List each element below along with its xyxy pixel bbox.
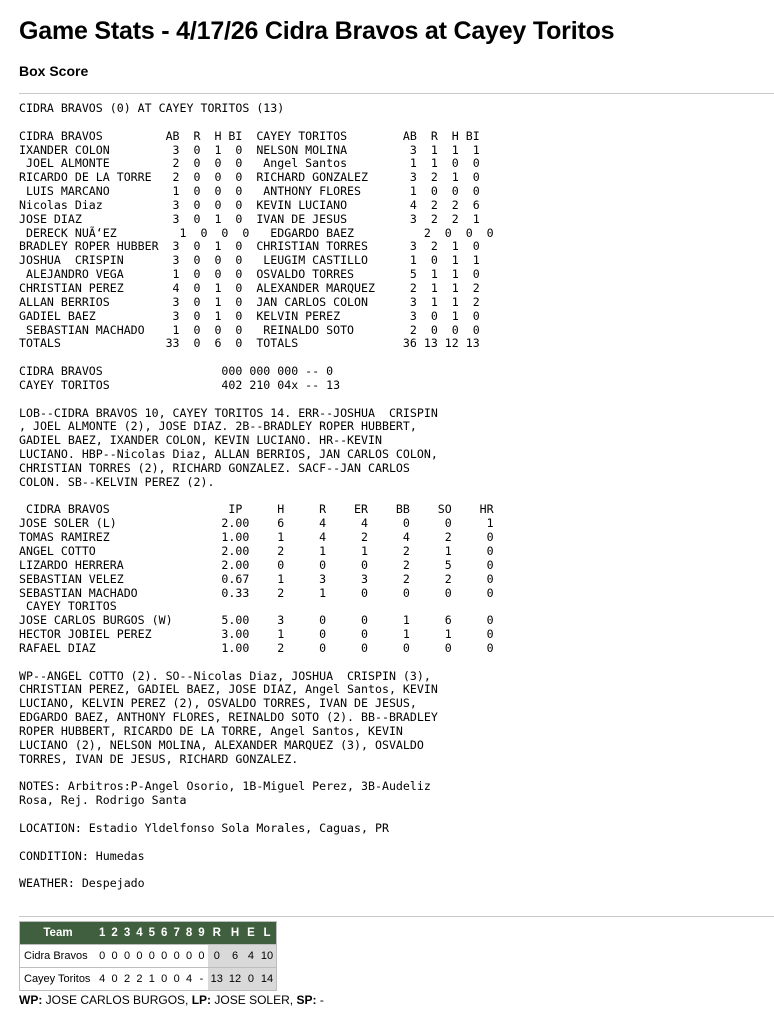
linescore-table <box>19 921 277 991</box>
linescore-header-errors: E <box>244 922 258 945</box>
divider-top <box>19 93 774 94</box>
linescore-header-runs: R <box>208 922 226 945</box>
linescore-inning-cell: 0 <box>146 945 158 968</box>
losing-pitcher-label: LP: <box>191 993 212 1008</box>
save-pitcher: - <box>319 993 324 1008</box>
linescore-header-inning: 3 <box>121 922 133 945</box>
boxscore-text: CIDRA BRAVOS (0) AT CAYEY TORITOS (13) CIDRA BRAVOS AB R H BI CAYEY TORITOS AB R H BI IXANDER COLON 3 0 1 0 NELSON MOLINA 3 1 1 1 JOEL ALMONTE 2 0 0 0 Angel Santos 1 1 0 0 RICARDO DE LA TORRE 2 0 0 0 RICHARD GONZALEZ 3 2 1 0 LUIS MARCANO 1 0 0 0 ANTHONY FLORES 1 0 0 0 Nicolas Diaz 3 0 0 0 KEVIN LUCIANO 4 2 2 6 JOSE DIAZ 3 0 1 0 IVAN DE JESUS 3 2 2 1 DERECK NUÃ‘EZ 1 0 0 0 EDGARDO BAEZ 2 0 0 0 BRADLEY ROPER HUBBER 3 0 1 0 CHRISTIAN TORRES 3 2 1 0 JOSHUA CRISPIN 3 0 0 0 LEUGIM CASTILLO 1 0 1 1 ALEJANDRO VEGA 1 0 0 0 OSVALDO TORRES 5 1 1 0 CHRISTIAN PEREZ 4 0 1 0 ALEXANDER MARQUEZ 2 1 1 2 ALLAN BERRIOS 3 0 1 0 JAN CARLOS COLON 3 1 1 2 GADIEL BAEZ 3 0 1 0 KELVIN PEREZ 3 0 1 0 SEBASTIAN MACHADO 1 0 0 0 REINALDO SOTO 2 0 0 0 TOTALS 33 0 6 0 TOTALS 36 13 12 13 CIDRA BRAVOS 000 000 000 -- 0 CAYEY TORITOS 402 210 04x -- 13 LOB--CIDRA BRAVOS 10, CAYEY TORITOS 14. ERR--JOSHUA CRISPIN , JOEL ALMONTE (2), JOSE DIAZ. 2B--BRADLEY ROPER HUBBERT, GADIEL BAEZ, IXANDER COLON, KEVIN LUCIANO. HR--KEVIN LUCIANO. HBP--Nicolas Diaz, ALLAN BERRIOS, JAN CARLOS COLON, CHRISTIAN TORRES (2), RICHARD GONZALEZ. SACF--JAN CARLOS COLON. SB--KELVIN PEREZ (2). CIDRA BRAVOS IP H R ER BB SO HR JOSE SOLER (L) 2.00 6 4 4 0 0 1 TOMAS RAMIREZ 1.00 1 4 2 4 2 0 ANGEL COTTO 2.00 2 1 1 2 1 0 LIZARDO HERRERA 2.00 0 0 0 2 5 0 SEBASTIAN VELEZ 0.67 1 3 3 2 2 0 SEBASTIAN MACHADO 0.33 2 1 0 0 0 0 CAYEY TORITOS JOSE CARLOS BURGOS (W) 5.00 3 0 0 1 6 0 HECTOR JOBIEL PEREZ 3.00 1 0 0 1 1 0 RAFAEL DIAZ 1.00 2 0 0 0 0 0 WP--ANGEL COTTO (2). SO--Nicolas Diaz, JOSHUA CRISPIN (3), CHRISTIAN PEREZ, GADIEL BAEZ, JOSE DIAZ, Angel Santos, KEVIN LUCIANO, KELVIN PEREZ (2), OSVALDO TORRES, IVAN DE JESUS, EDGARDO BAEZ, ANTHONY FLORES, REINALDO SOTO (2). BB--BRADLEY ROPER HUBBERT, RICARDO DE LA TORRE, Angel Santos, KEVIN LUCIANO (2), NELSON MOLINA, ALEXANDER MARQUEZ (3), OSVALDO TORRES, IVAN DE JESUS, RICHARD GONZALEZ. NOTES: Arbitros:P-Angel Osorio, 1B-Miguel Perez, 3B-Audeliz Rosa, Rej. Rodrigo Santa LOCATION: Estadio Yldelfonso Sola Morales, Caguas, PR CONDITION: Humedas WEATHER: Despejado <box>19 101 494 891</box>
page-title: Game Stats - 4/17/26 Cidra Bravos at Cayey Toritos <box>19 17 615 45</box>
winning-pitcher-label: WP: <box>19 993 43 1008</box>
winning-pitcher: JOSE CARLOS BURGOS, <box>45 993 189 1008</box>
linescore-hits-cell: 12 <box>226 968 244 991</box>
linescore-header-inning: 6 <box>158 922 170 945</box>
save-pitcher-label: SP: <box>296 993 317 1008</box>
linescore-inning-cell: 4 <box>183 968 195 991</box>
linescore-header-inning: 4 <box>133 922 145 945</box>
linescore-team-name: Cidra Bravos <box>20 945 97 968</box>
linescore-header-team: Team <box>20 922 97 945</box>
linescore-row <box>20 945 277 968</box>
linescore-header-inning: 8 <box>183 922 195 945</box>
linescore-inning-cell: 0 <box>170 968 182 991</box>
linescore-inning-cell: 4 <box>96 968 108 991</box>
linescore-header-inning: 7 <box>170 922 182 945</box>
linescore-runs-cell: 0 <box>208 945 226 968</box>
linescore-lob-cell: 14 <box>258 968 277 991</box>
linescore-row <box>20 968 277 991</box>
linescore-team-name: Cayey Toritos <box>20 968 97 991</box>
linescore-inning-cell: 0 <box>121 945 133 968</box>
linescore-header-lob: L <box>258 922 277 945</box>
linescore-inning-cell: 2 <box>121 968 133 991</box>
pitchers-of-record <box>19 993 774 1007</box>
linescore-inning-cell: 0 <box>158 945 170 968</box>
linescore-errors-cell: 4 <box>244 945 258 968</box>
linescore-hits-cell: 6 <box>226 945 244 968</box>
linescore-inning-cell: 0 <box>133 945 145 968</box>
divider-bottom <box>19 916 774 917</box>
linescore-header-inning: 2 <box>108 922 120 945</box>
linescore-header-inning: 5 <box>146 922 158 945</box>
linescore-runs-cell: 13 <box>208 968 226 991</box>
linescore-header-hits: H <box>226 922 244 945</box>
linescore-inning-cell: 0 <box>183 945 195 968</box>
losing-pitcher: JOSE SOLER, <box>214 993 294 1008</box>
linescore-header-row <box>20 922 277 945</box>
linescore-inning-cell: 1 <box>146 968 158 991</box>
linescore-inning-cell: 0 <box>158 968 170 991</box>
linescore-header-inning: 1 <box>96 922 108 945</box>
linescore-header-inning: 9 <box>195 922 207 945</box>
linescore-inning-cell: - <box>195 968 207 991</box>
linescore-inning-cell: 0 <box>108 945 120 968</box>
linescore-errors-cell: 0 <box>244 968 258 991</box>
linescore-inning-cell: 0 <box>108 968 120 991</box>
linescore-inning-cell: 2 <box>133 968 145 991</box>
linescore-inning-cell: 0 <box>170 945 182 968</box>
linescore-lob-cell: 10 <box>258 945 277 968</box>
page-subtitle: Box Score <box>19 63 89 79</box>
linescore-inning-cell: 0 <box>195 945 207 968</box>
linescore-inning-cell: 0 <box>96 945 108 968</box>
